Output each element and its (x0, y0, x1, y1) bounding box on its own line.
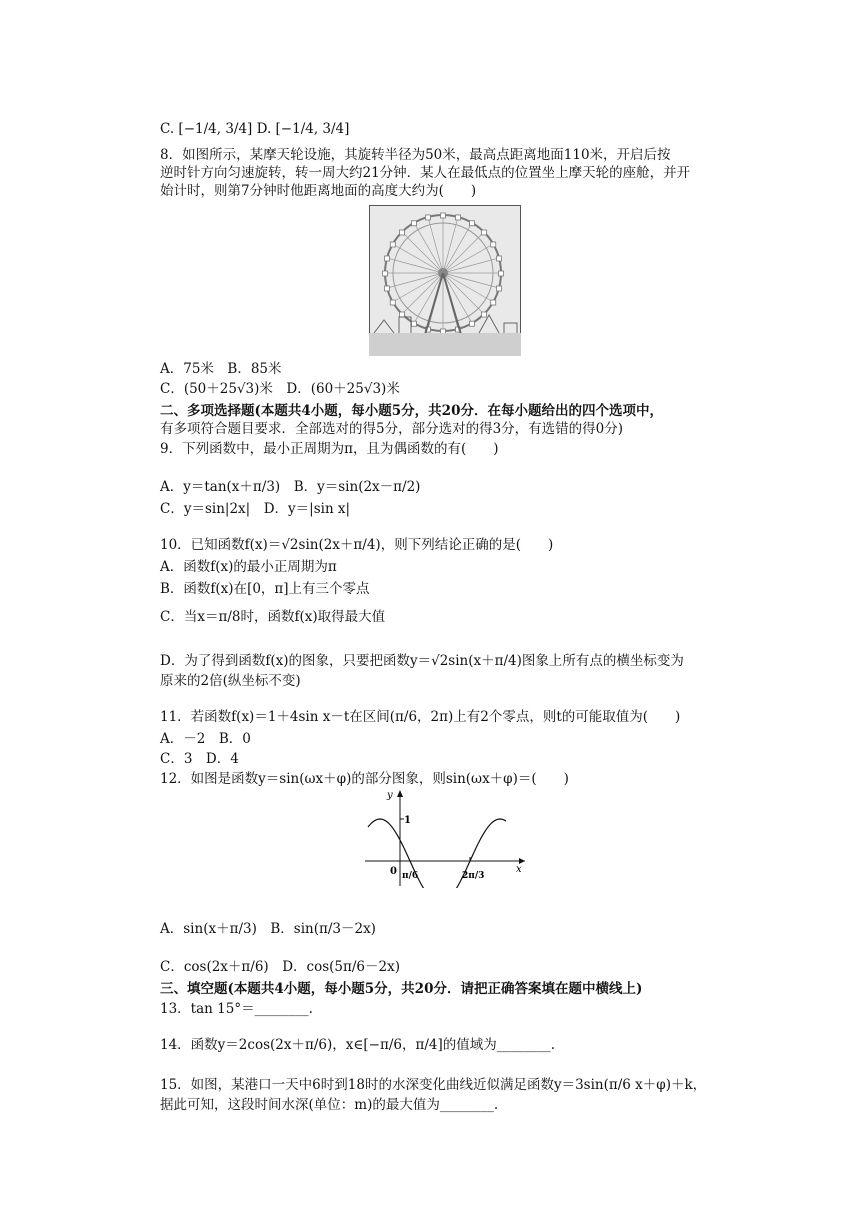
wheel-cabin (497, 286, 502, 291)
q8-stem-line3: 始计时，则第7分钟时他距离地面的高度大约为( ) (160, 183, 477, 199)
y-axis-label: y (387, 790, 393, 801)
q11-options-cd: C．3 D．4 (160, 751, 239, 767)
q8-options-ab: A．75米 B．85米 (160, 361, 282, 377)
q9-options-cd: C．y＝sin|2x| D．y＝|sin x| (160, 501, 351, 517)
q12-stem: 12．如图是函数y＝sin(ωx＋φ)的部分图象，则sin(ωx＋φ)＝( ) (160, 771, 569, 787)
wheel-cabin (384, 286, 389, 291)
section2-heading: 二、多项选择题(本题共4小题，每小题5分，共20分．在每小题给出的四个选项中， (160, 403, 663, 419)
q10-option-d-line2: 原来的2倍(纵坐标不变) (160, 673, 301, 689)
tick-pi-6: π/6 (402, 871, 419, 881)
wheel-cabin (499, 271, 504, 276)
ferris-wheel-image (369, 205, 521, 356)
wheel-cabin (482, 230, 487, 235)
sine-curve (368, 819, 506, 888)
q9-options-ab: A．y＝tan(x＋π/3) B．y＝sin(2x－π/2) (160, 479, 421, 495)
q11-stem: 11．若函数f(x)＝1＋4sin x－t在区间(π/6，2π)上有2个零点，则t的可能取值为( ) (160, 709, 681, 725)
q12-options-cd: C．cos(2x＋π/6) D．cos(5π/6－2x) (160, 959, 400, 975)
q11-options-ab: A．－2 B．0 (160, 731, 251, 747)
q10-option-b: B．函数f(x)在[0，π]上有三个零点 (160, 581, 370, 597)
wheel-cabin (470, 321, 475, 326)
tick-2pi-3: 2π/3 (462, 871, 485, 881)
wheel-cabin (412, 321, 417, 326)
y-tick-one: 1 (404, 815, 411, 826)
wheel-cabin (497, 256, 502, 261)
q9-stem: 9．下列函数中，最小正周期为π，且为偶函数的有( ) (160, 441, 499, 457)
q10-stem: 10．已知函数f(x)＝√2sin(2x＋π/4)，则下列结论正确的是( ) (160, 537, 554, 553)
wheel-cabin (441, 213, 446, 218)
x-axis-label: x (516, 864, 522, 875)
q14-stem: 14．函数y＝2cos(2x＋π/6)，x∈[−π/6，π/4]的值域为________. (160, 1037, 556, 1053)
wheel-cabin (491, 242, 496, 247)
q10-option-c: C．当x＝π/8时，函数f(x)取得最大值 (160, 609, 386, 625)
wheel-cabin (399, 230, 404, 235)
origin-label: 0 (390, 866, 397, 877)
wheel-cabin (482, 312, 487, 317)
wheel-cabin (456, 215, 461, 220)
q15-stem-line2: 据此可知，这段时间水深(单位：m)的最大值为________. (160, 1097, 499, 1113)
wheel-cabin (399, 312, 404, 317)
section2-heading-line2: 有多项符合题目要求．全部选对的得5分，部分选对的得3分，有选错的得0分) (160, 421, 624, 437)
q10-option-a: A．函数f(x)的最小正周期为π (160, 559, 337, 575)
q8-options-cd: C．(50＋25√3)米 D．(60＋25√3)米 (160, 381, 400, 397)
q13-stem: 13．tan 15°＝________. (160, 1001, 313, 1017)
q10-option-d: D．为了得到函数f(x)的图象，只要把函数y＝√2sin(x＋π/4)图象上所有点的横坐标变为 (160, 653, 684, 669)
wheel-cabin (384, 256, 389, 261)
sine-graph (360, 786, 530, 888)
wheel-cabin (412, 221, 417, 226)
q8-stem-line1: 8．如图所示，某摩天轮设施，其旋转半径为50米，最高点距离地面110米，开启后按 (160, 147, 671, 163)
q15-stem: 15．如图，某港口一天中6时到18时的水深变化曲线近似满足函数y＝3sin(π/6 x＋φ)＋k， (160, 1077, 707, 1093)
wheel-cabin (470, 221, 475, 226)
wheel-cabin (390, 242, 395, 247)
q7-options-cd: C. [−1/4, 3/4] D. [−1/4, 3/4] (160, 121, 350, 137)
section3-heading: 三、填空题(本题共4小题，每小题5分，共20分．请把正确答案填在题中横线上) (160, 981, 643, 997)
wheel-cabin (390, 300, 395, 305)
wheel-cabin (491, 300, 496, 305)
q8-stem-line2: 逆时针方向匀速旋转，转一周大约21分钟．某人在最低点的位置坐上摩天轮的座舱，并开 (160, 165, 691, 181)
wheel-cabin (383, 271, 388, 276)
q12-options-ab: A．sin(x＋π/3) B．sin(π/3－2x) (160, 921, 376, 937)
wheel-cabin (425, 215, 430, 220)
